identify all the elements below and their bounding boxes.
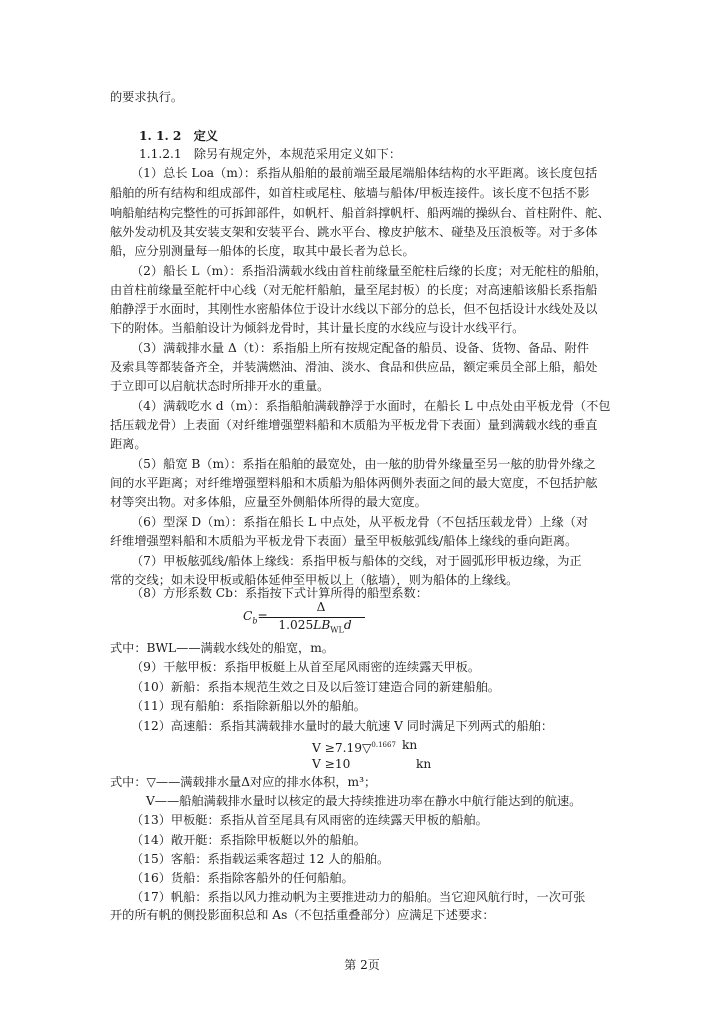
text-line: （2）船长 L（m）：系指沿满载水线由首柱前缘量至舵柱后缘的长度；对无舵柱的船舶，: [131, 264, 608, 278]
text-line: （14）敞开艇：系指除甲板艇以外的船舶。: [131, 833, 366, 847]
text-line: 开的所有帆的侧投影面积总和 As（不包括重叠部分）应满足下述要求：: [110, 908, 495, 922]
text-line: 响船舶结构完整性的可拆卸部件，如帆杆、船首斜撑帆杆、船两端的操纵台、首柱附件、舵、: [110, 206, 610, 220]
text-line: （12）高速船：系指其满载排水量时的最大航速 V 同时满足下列两式的船舶：: [131, 719, 554, 733]
text-line: V——船舶满载排水量时以核定的最大持续推进功率在静水中航行能达到的航速。: [146, 794, 582, 808]
text-line: （13）甲板艇：系指从首至尾具有风雨密的连续露天甲板的船舶。: [131, 813, 488, 827]
text-line: 船，应分别测量每一船体的长度，取其中最长者为总长。: [110, 244, 415, 258]
text-line: 的要求执行。: [110, 90, 184, 104]
text-line: （15）客船：系指载运乘客超过 12 人的船舶。: [131, 852, 390, 866]
text-line: 由首柱前缘量至舵杆中心线（对无舵杆船舶，量至尾封板）的长度；对高速船该船长系指船: [110, 283, 598, 297]
speed-condition-1: V ≥7.19▽$^{0.1667}$: [312, 741, 396, 756]
text-line: （10）新船：系指本规范生效之日及以后签订建造合同的新建船舶。: [131, 680, 500, 694]
text-line: 间的水平距离；对纤维增强塑料船和木质船为船体两侧外表面之间的最大宽度，不包括护舷: [110, 476, 598, 490]
text-line: 式中：BWL——满载水线处的船宽，m。: [110, 641, 334, 655]
block-coefficient-formula: [243, 600, 383, 636]
text-line: 船舶的所有结构和组成部件，如首柱或尾柱、舷墙与船体/甲板连接件。该长度不包括不影: [110, 186, 590, 200]
section-heading: 1. 1. 2 定义: [139, 129, 218, 143]
text-line: 纤维增强塑料船和木质船为平板龙骨下表面）量至甲板舷弧线/船体上缘线的垂向距离。: [110, 534, 578, 548]
text-line: 及索具等都装备齐全，并装满燃油、滑油、淡水、食品和供应品，额定乘员全部上船，船处: [110, 360, 598, 374]
text-line: 舶静浮于水面时，其刚性水密船体位于设计水线以下部分的总长，但不包括设计水线处及以: [110, 302, 598, 316]
text-line: （17）帆船：系指以风力推动帆为主要推进动力的船舶。当它迎风航行时，一次可张: [131, 890, 586, 904]
clause-intro: 1.1.2.1 除另有规定外，本规范采用定义如下：: [139, 147, 402, 161]
speed-condition-2: V ≥10: [312, 757, 351, 771]
speed-unit-1: kn: [402, 738, 418, 752]
text-line: （3）满载排水量 Δ（t）：系指船上所有按规定配备的船员、设备、货物、备品、附件: [131, 341, 589, 355]
text-line: 式中：▽——满载排水量Δ对应的排水体积，m³；: [110, 775, 377, 789]
formula-lhs: $C_b=$: [243, 609, 268, 626]
text-line: （16）货船：系指除客船外的任何船舶。: [131, 871, 354, 885]
text-line: 常的交线；如未设甲板或船体延伸至甲板以上（舷墙），则为船体的上缘线。: [110, 573, 519, 587]
text-line: （8）方形系数 Cb：系指按下式计算所得的船型系数：: [131, 586, 428, 600]
speed-unit-2: kn: [416, 757, 432, 771]
text-line: （11）现有船舶：系指除新船以外的船舶。: [131, 699, 366, 713]
formula-denominator: $1.025LB_{WL}d$: [278, 618, 352, 635]
text-line: （4）满载吃水 d（m）：系指船舶满载静浮于水面时，在船长 L 中点处由平板龙骨（不包: [131, 399, 611, 413]
text-line: 括压载龙骨）上表面（对纤维增强塑料船和木质船为平板龙骨下表面）量到满载水线的垂直: [110, 418, 598, 432]
text-line: 材等突出物。对多体船，应量至外侧船体所得的最大宽度。: [110, 495, 427, 509]
text-line: 距离。: [110, 437, 147, 451]
formula-numerator: Δ: [316, 600, 326, 614]
text-line: （9）干舷甲板：系指甲板艇上从首至尾风雨密的连续露天甲板。: [131, 660, 481, 674]
text-line: 下的附体。当船舶设计为倾斜龙骨时，其计量长度的水线应与设计水线平行。: [110, 321, 525, 335]
text-line: （5）船宽 B（m）：系指在船舶的最宽处，由一舷的肋骨外缘量至另一舷的肋骨外缘之: [131, 457, 596, 471]
text-line: （6）型深 D（m）：系指在船长 L 中点处，从平板龙骨（不包括压载龙骨）上缘（对: [131, 515, 589, 529]
text-line: （1）总长 Loa（m）：系指从船舶的最前端至最尾端船体结构的水平距离。该长度包括: [131, 166, 598, 180]
text-line: 于立即可以启航状态时所排开水的重量。: [110, 379, 330, 393]
text-line: （7）甲板舷弧线/船体上缘线：系指甲板与船体的交线，对于圆弧形甲板边缘，为正: [131, 554, 582, 568]
page-number: 第 2页: [344, 958, 380, 972]
text-line: 舷外发动机及其安装支架和安装平台、跳水平台、橡皮护舷木、碰垫及压浪板等。对于多体: [110, 225, 598, 239]
